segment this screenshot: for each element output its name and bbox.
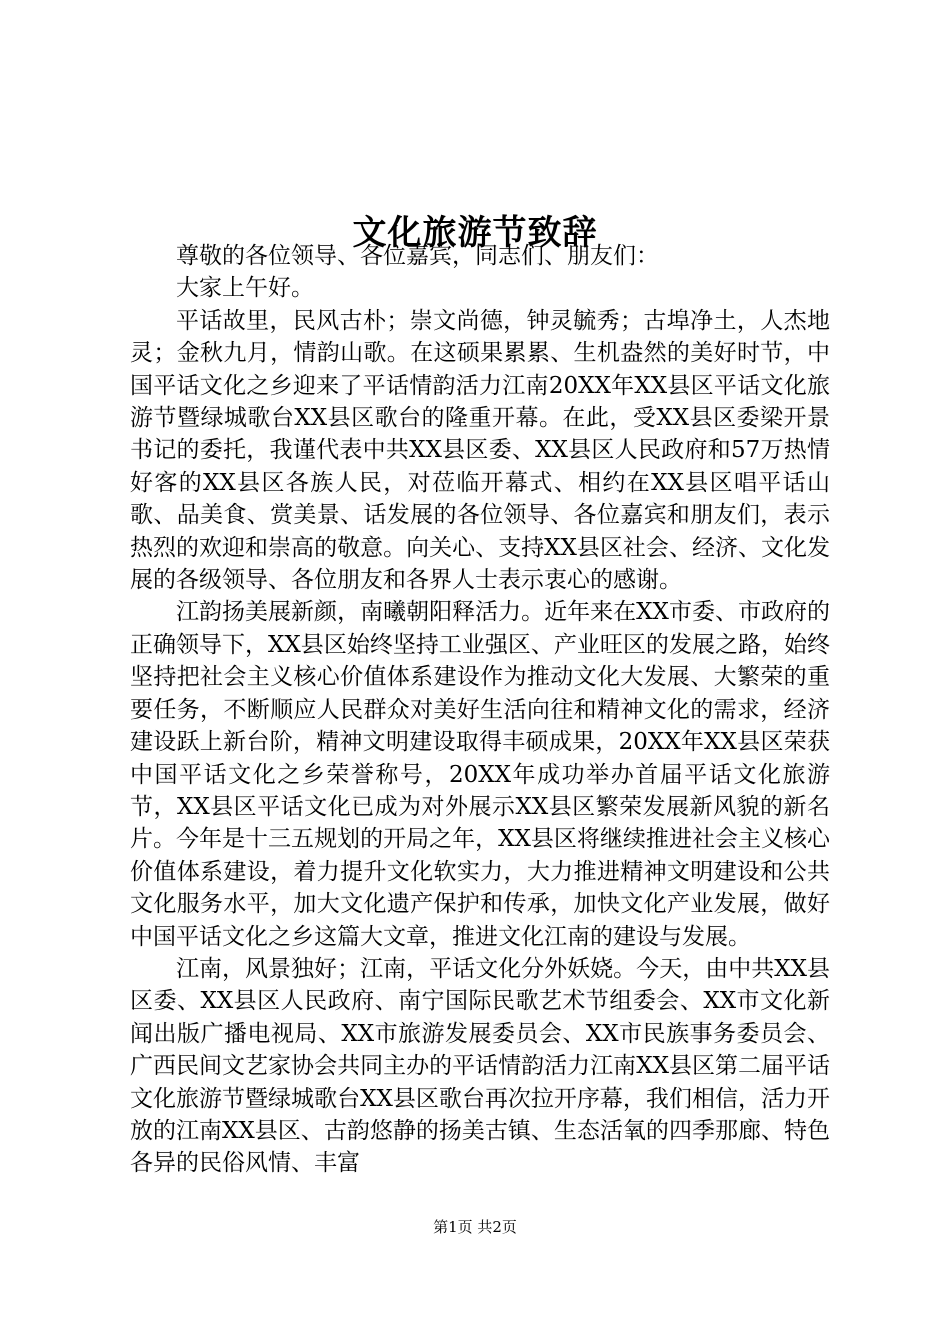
body-paragraph-2: 江韵扬美展新颜，南曦朝阳释活力。近年来在XX市委、市政府的正确领导下，XX县区始终坚持工业强区、产业旺区的发展之路，始终坚持把社会主义核心价值体系建设作为推动文化大发展、大繁荣的重要任务，不断顺应人民群众对美好生活向往和精神文化的需求，经济建设跃上新台阶，精神文明建设取得丰硕成果，20XX年XX县区荣获中国平话文化之乡荣誉称号，20XX年成功举办首届平话文化旅游节，XX县区平话文化已成为对外展示XX县区繁荣发展新风貌的新名片。今年是十三五规划的开局之年，XX县区将继续推进社会主义核心价值体系建设，着力提升文化软实力，大力推进精神文明建设和公共文化服务水平，加大文化遗产保护和传承，加快文化产业发展，做好中国平话文化之乡这篇大文章，推进文化江南的建设与发展。 bbox=[130, 599, 830, 950]
body-paragraph-1: 平话故里，民风古朴；崇文尚德，钟灵毓秀；古埠净土，人杰地灵；金秋九月，情韵山歌。在这硕果累累、生机盎然的美好时节，中国平话文化之乡迎来了平话情韵活力江南20XX年XX县区平话文化旅游节暨绿城歌台XX县区歌台的隆重开幕。在此，受XX县区委梁开景书记的委托，我谨代表中共XX县区委、XX县区人民政府和57万热情好客的XX县区各族人民，对莅临开幕式、相约在XX县区唱平话山歌、品美食、赏美景、话发展的各位领导、各位嘉宾和朋友们，表示热烈的欢迎和崇高的敬意。向关心、支持XX县区社会、经济、文化发展的各级领导、各位朋友和各界人士表示衷心的感谢。 bbox=[130, 307, 830, 594]
document-title: 文化旅游节致辞 bbox=[352, 212, 598, 253]
document-body bbox=[130, 240, 830, 1180]
page-number-footer: 第1页 共2页 bbox=[433, 1218, 517, 1236]
salutation-paragraph: 尊敬的各位领导、各位嘉宾，同志们、朋友们： bbox=[176, 243, 659, 269]
body-paragraph-3: 江南，风景独好；江南，平话文化分外妖娆。今天，由中共XX县区委、XX县区人民政府、南宁国际民歌艺术节组委会、XX市文化新闻出版广播电视局、XX市旅游发展委员会、XX市民族事务委员会、广西民间文艺家协会共同主办的平话情韵活力江南XX县区第二届平话文化旅游节暨绿城歌台XX县区歌台再次拉开序幕，我们相信，活力开放的江南XX县区、古韵悠静的扬美古镇、生态活氧的四季那廊、特色各异的民俗风情、丰富 bbox=[130, 955, 830, 1177]
greeting-paragraph: 大家上午好。 bbox=[176, 275, 314, 302]
